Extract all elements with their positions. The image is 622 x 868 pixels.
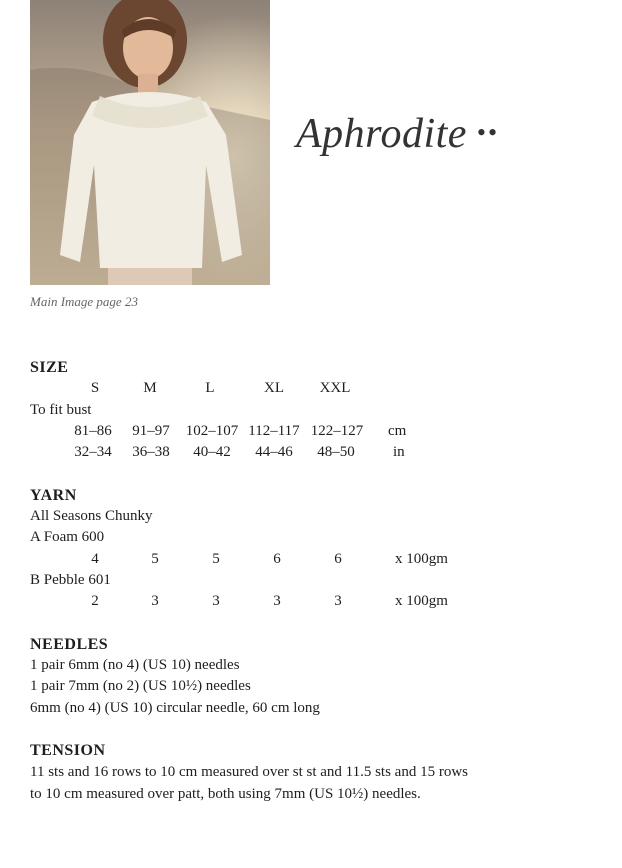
yarn-a-quantity: 6 xyxy=(334,551,342,567)
bust-in-value: 40–42 xyxy=(193,444,231,460)
needle-item: 1 pair 7mm (no 2) (US 10½) needles xyxy=(30,678,251,694)
tension-line: to 10 cm measured over patt, both using 7mm (US 10½) needles. xyxy=(30,786,421,802)
model-illustration xyxy=(30,0,270,285)
yarn-b-quantity: 3 xyxy=(151,593,159,609)
bust-cm-value: 112–117 xyxy=(248,423,300,439)
size-label: S xyxy=(90,380,100,396)
bust-cm-row xyxy=(0,423,622,443)
size-heading: SIZE xyxy=(30,359,69,376)
bust-in-value: 36–38 xyxy=(132,444,170,460)
size-label: M xyxy=(143,380,157,396)
yarn-heading: YARN xyxy=(30,487,77,504)
needles-heading: NEEDLES xyxy=(30,636,109,653)
yarn-a-quantity: 6 xyxy=(273,551,281,567)
yarn-a-unit: x 100gm xyxy=(395,551,448,567)
bust-in-row xyxy=(0,444,622,464)
yarn-a-quantity: 4 xyxy=(91,551,99,567)
needle-item: 6mm (no 4) (US 10) circular needle, 60 cm long xyxy=(30,700,320,716)
yarn-b-quantity: 2 xyxy=(91,593,99,609)
bust-in-unit: in xyxy=(393,444,405,460)
size-labels-row xyxy=(0,380,622,400)
yarn-a-label: A Foam 600 xyxy=(30,529,105,545)
bust-in-value: 32–34 xyxy=(74,444,112,460)
size-label: XXL xyxy=(319,380,351,396)
image-caption: Main Image page 23 xyxy=(30,294,138,309)
bust-cm-unit: cm xyxy=(388,423,407,439)
yarn-b-quantity: 3 xyxy=(212,593,220,609)
yarn-name: All Seasons Chunky xyxy=(30,508,153,524)
yarn-b-row xyxy=(0,593,622,613)
size-label: L xyxy=(205,380,215,396)
bust-cm-value: 122–127 xyxy=(310,423,364,439)
yarn-b-label: B Pebble 601 xyxy=(30,572,111,588)
tension-heading: TENSION xyxy=(30,742,106,759)
difficulty-rating: •• xyxy=(476,118,500,147)
model-photo xyxy=(30,0,270,285)
bust-cm-value: 102–107 xyxy=(185,423,239,439)
yarn-b-quantity: 3 xyxy=(273,593,281,609)
tension-line: 11 sts and 16 rows to 10 cm measured over st st and 11.5 sts and 15 rows xyxy=(30,764,469,780)
yarn-a-quantity: 5 xyxy=(151,551,159,567)
size-label: XL xyxy=(264,380,284,396)
bust-in-value: 48–50 xyxy=(317,444,355,460)
needle-item: 1 pair 6mm (no 4) (US 10) needles xyxy=(30,657,240,673)
yarn-a-row xyxy=(0,551,622,571)
pattern-title xyxy=(296,110,499,158)
yarn-a-quantity: 5 xyxy=(212,551,220,567)
yarn-b-unit: x 100gm xyxy=(395,593,448,609)
pattern-title-text: Aphrodite xyxy=(296,111,467,157)
yarn-b-quantity: 3 xyxy=(334,593,342,609)
bust-cm-value: 91–97 xyxy=(132,423,170,439)
fit-bust-label: To fit bust xyxy=(30,402,92,418)
bust-cm-value: 81–86 xyxy=(74,423,112,439)
bust-in-value: 44–46 xyxy=(255,444,293,460)
